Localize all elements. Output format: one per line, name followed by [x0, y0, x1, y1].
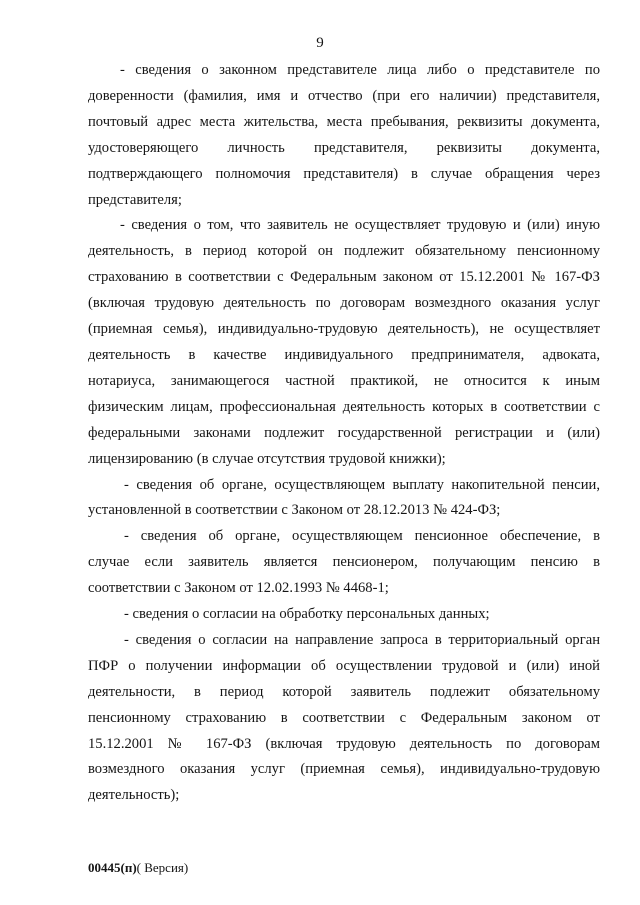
document-code: 00445(п) — [88, 860, 137, 875]
document-version-label: ( Версия) — [136, 860, 189, 875]
document-body — [88, 58, 600, 809]
text-line: лицензированию (в случае отсутствия трудовой книжки); — [88, 450, 446, 467]
text-line: подтверждающего полномочия представителя) в случае обращения через — [88, 165, 600, 182]
text-line: - сведения о том, что заявитель не осуществляет трудовую и (или) иную — [120, 217, 600, 234]
text-line: ПФР о получении информации об осуществлении трудовой и (или) иной — [88, 657, 600, 674]
paragraph — [88, 213, 600, 472]
text-line: доверенности (фамилия, имя и отчество (при его наличии) представителя, — [88, 87, 600, 104]
text-line: деятельность в качестве индивидуального предпринимателя, адвоката, — [88, 346, 600, 363]
text-line: деятельности, в период которой заявитель подлежит обязательному — [88, 683, 600, 700]
text-line: случае если заявитель является пенсионером, получающим пенсию в — [88, 554, 600, 571]
text-line: деятельность); — [88, 787, 180, 804]
paragraph — [88, 473, 600, 525]
text-line: установленной в соответствии с Законом от 28.12.2013 № 424-ФЗ; — [88, 502, 501, 519]
text-line: 15.12.2001 № 167-ФЗ (включая трудовую деятельность по договорам — [88, 735, 600, 752]
paragraph — [88, 602, 600, 628]
document-footer — [88, 860, 188, 876]
text-line: почтовый адрес места жительства, места пребывания, реквизиты документа, — [88, 113, 600, 130]
text-line: деятельность, в период которой он подлежит обязательному пенсионному — [88, 243, 600, 260]
text-line: нотариуса, занимающегося частной практикой, не относится к иным — [88, 372, 600, 389]
text-line: удостоверяющего личность представителя, реквизиты документа, — [88, 139, 600, 156]
text-line: страхованию в соответствии с Федеральным законом от 15.12.2001 № 167-ФЗ — [88, 269, 600, 286]
text-line: возмездного оказания услуг (приемная семья), индивидуально-трудовую — [88, 761, 600, 778]
paragraph — [88, 58, 600, 213]
text-line: пенсионному страхованию в соответствии с Федеральным законом от — [88, 709, 600, 726]
paragraph — [88, 628, 600, 809]
text-line: - сведения о законном представителе лица либо о представителе по — [120, 62, 600, 78]
text-line: (включая трудовую деятельность по договорам возмездного оказания услуг — [88, 295, 600, 312]
text-line: федеральными законами подлежит государственной регистрации и (или) — [88, 424, 600, 441]
text-line: - сведения о согласии на обработку персональных данных; — [124, 606, 490, 623]
text-line: физическим лицам, профессиональная деятельность которых в соответствии с — [88, 398, 600, 415]
paragraph — [88, 524, 600, 602]
text-line: соответствии с Законом от 12.02.1993 № 4468-1; — [88, 580, 389, 597]
text-line: - сведения о согласии на направление запроса в территориальный орган — [124, 631, 600, 648]
page-number: 9 — [316, 35, 324, 51]
text-line: - сведения об органе, осуществляющем пенсионное обеспечение, в — [124, 528, 600, 545]
text-line: - сведения об органе, осуществляющем выплату накопительной пенсии, — [124, 476, 600, 493]
text-line: (приемная семья), индивидуально-трудовую деятельность), не осуществляет — [88, 321, 600, 338]
text-line: представителя; — [88, 191, 182, 208]
